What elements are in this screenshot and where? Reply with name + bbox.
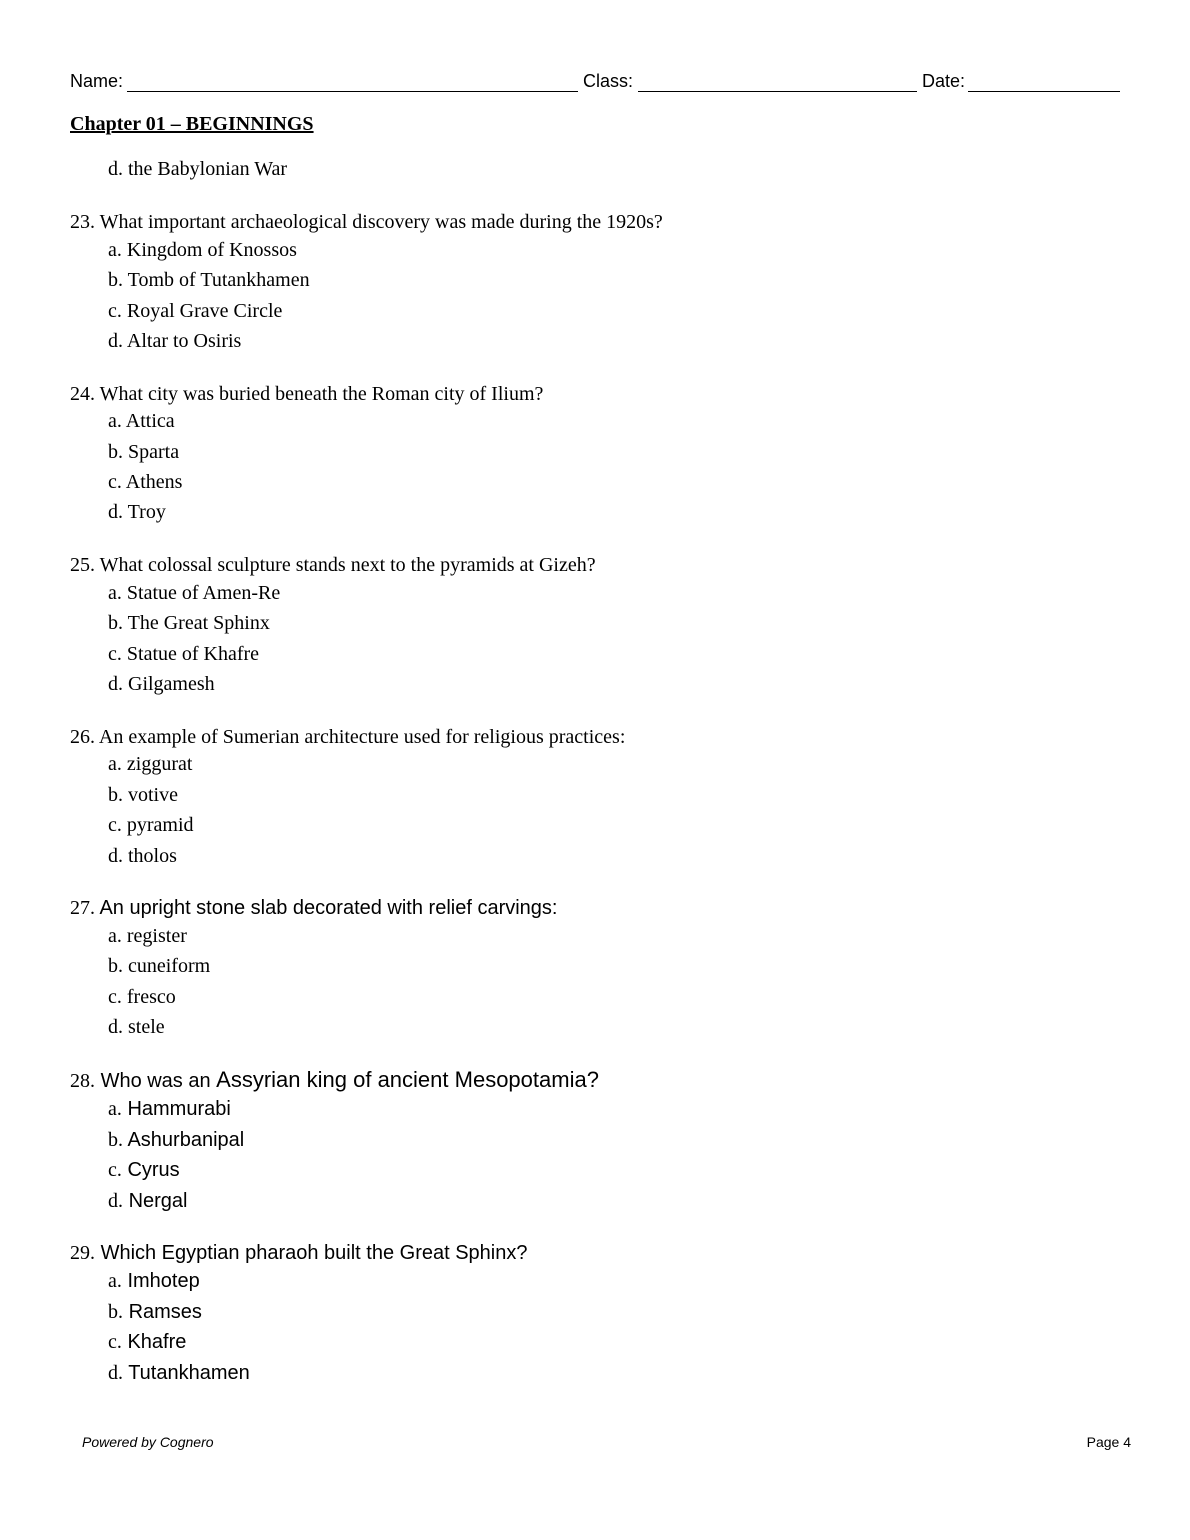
option-24-b: b. Sparta — [108, 441, 180, 463]
question-27: 27. An upright stone slab decorated with relief carvings: — [70, 897, 558, 919]
chapter-title: Chapter 01 – BEGINNINGS — [70, 113, 314, 135]
question-23: 23. What important archaeological discovery was made during the 1920s? — [70, 211, 663, 233]
option-26-b: b. votive — [108, 784, 178, 806]
question-29: 29. Which Egyptian pharaoh built the Great Sphinx? — [70, 1242, 528, 1264]
option-26-d: d. tholos — [108, 845, 177, 867]
option-28-b: b. Ashurbanipal — [108, 1129, 245, 1151]
option-25-b: b. The Great Sphinx — [108, 612, 270, 634]
option-27-b: b. cuneiform — [108, 955, 211, 977]
option-23-b: b. Tomb of Tutankhamen — [108, 269, 310, 291]
class-line[interactable] — [638, 91, 917, 92]
date-label: Date: — [922, 71, 966, 91]
option-24-a: a. Attica — [108, 410, 175, 432]
footer-page-number: Page 4 — [1086, 1434, 1131, 1450]
option-25-c: c. Statue of Khafre — [108, 643, 260, 665]
option-27-c: c. fresco — [108, 986, 176, 1008]
footer-powered-by: Powered by Cognero — [82, 1434, 214, 1450]
class-label: Class: — [583, 71, 634, 91]
option-23-c: c. Royal Grave Circle — [108, 300, 283, 322]
option-26-a: a. ziggurat — [108, 753, 193, 775]
option-28-c: c. Cyrus — [108, 1159, 180, 1181]
option-29-b: b. Ramses — [108, 1301, 202, 1323]
option-25-d: d. Gilgamesh — [108, 673, 215, 695]
name-label: Name: — [70, 71, 124, 91]
option-25-a: a. Statue of Amen-Re — [108, 582, 281, 604]
option-24-d: d. Troy — [108, 501, 166, 523]
option-29-a: a. Imhotep — [108, 1270, 200, 1292]
option-28-a: a. Hammurabi — [108, 1098, 231, 1120]
option-29-d: d. Tutankhamen — [108, 1362, 250, 1384]
option-26-c: c. pyramid — [108, 814, 194, 836]
option-27-a: a. register — [108, 925, 187, 947]
carryover-option: d. the Babylonian War — [108, 158, 288, 180]
question-24: 24. What city was buried beneath the Roman city of Ilium? — [70, 383, 544, 405]
option-23-a: a. Kingdom of Knossos — [108, 239, 297, 261]
option-27-d: d. stele — [108, 1016, 165, 1038]
question-28: 28. Who was an Assyrian king of ancient Mesopotamia? — [70, 1067, 599, 1092]
date-line[interactable] — [968, 91, 1120, 92]
question-26: 26. An example of Sumerian architecture used for religious practices: — [70, 726, 626, 748]
option-24-c: c. Athens — [108, 471, 183, 493]
option-23-d: d. Altar to Osiris — [108, 330, 242, 352]
name-line[interactable] — [127, 91, 578, 92]
question-25: 25. What colossal sculpture stands next to the pyramids at Gizeh? — [70, 554, 596, 576]
option-28-d: d. Nergal — [108, 1190, 188, 1212]
option-29-c: c. Khafre — [108, 1331, 187, 1353]
